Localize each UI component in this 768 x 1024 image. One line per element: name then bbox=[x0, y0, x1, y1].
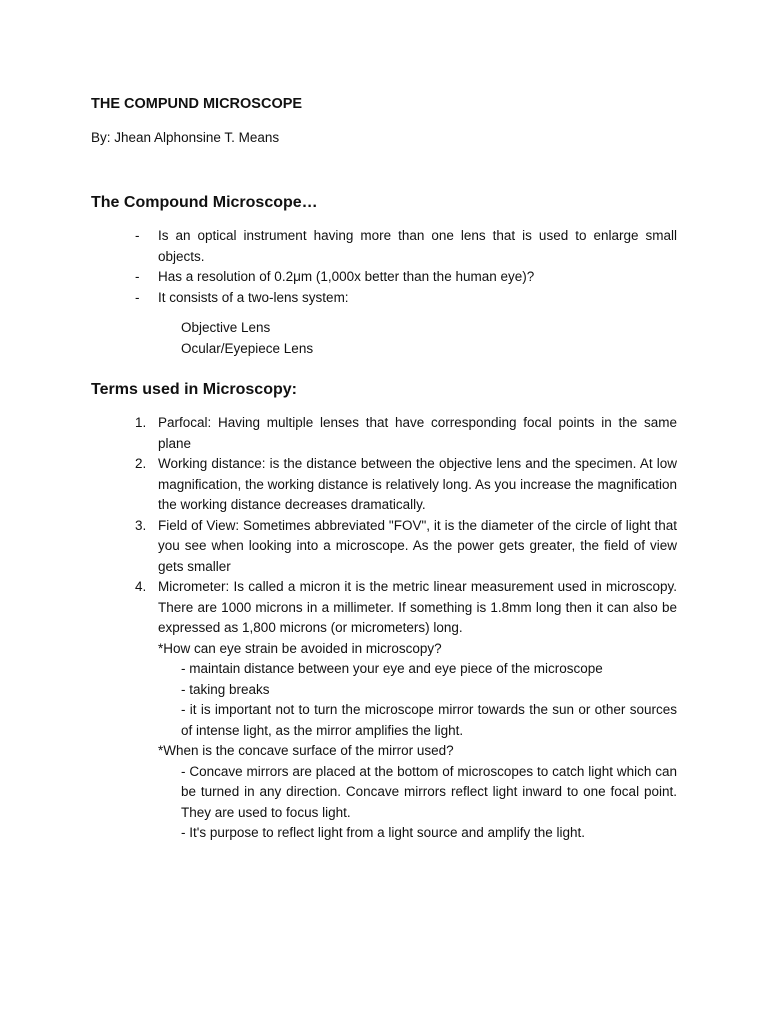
list-item: - it is important not to turn the microscope mirror towards the sun or other sources of intense light, as the mirror amplifies the light. bbox=[181, 702, 677, 738]
section-heading-compound-microscope: The Compound Microscope… bbox=[91, 194, 318, 211]
section-heading-terms: Terms used in Microscopy: bbox=[91, 381, 297, 398]
lens-list bbox=[181, 318, 313, 359]
terms-list bbox=[135, 413, 677, 844]
list-item: - Has a resolution of 0.2μm (1,000x better than the human eye)? bbox=[135, 269, 535, 284]
question: *How can eye strain be avoided in microscopy? bbox=[158, 640, 442, 656]
definition-list bbox=[135, 226, 677, 308]
list-item: Objective Lens bbox=[181, 320, 271, 335]
question: *When is the concave surface of the mirror used? bbox=[158, 743, 454, 758]
list-item: - maintain distance between your eye and eye piece of the microscope bbox=[181, 661, 603, 676]
list-item: Ocular/Eyepiece Lens bbox=[181, 340, 314, 356]
list-item: - It consists of a two-lens system: bbox=[135, 289, 349, 305]
answer-list bbox=[158, 762, 677, 844]
list-item: 2. Working distance: is the distance between the objective lens and the specimen. At low magnification, the working distance is relatively long. As you increase the magnification the working distance decreases dramatically. bbox=[135, 456, 677, 512]
list-item: 1. Parfocal: Having multiple lenses that have corresponding focal points in the same plane bbox=[135, 415, 677, 451]
author-line: By: Jhean Alphonsine T. Means bbox=[91, 130, 280, 145]
document-title: THE COMPUND MICROSCOPE bbox=[91, 96, 303, 112]
list-item: - It's purpose to reflect light from a light source and amplify the light. bbox=[181, 825, 586, 840]
list-item: 4. Micrometer: Is called a micron it is the metric linear measurement used in microscopy. There are 1000 microns in a millimeter. If something is 1.8mm long then it can also be expressed as 1,800 microns (or micrometers) long. *How can eye strain be avoided in microscopy? - maintain distance between your eye and eye piece of the microscope - taking breaks - it is important not to turn the microscope mirror towards the sun or other sources of intense light, as the mirror amplifies the light. *When is the concave surface of the mirror used? - Concave mirrors are placed at the bottom of microscopes to catch light which can be turned in any direction. Concave mirrors reflect light inward to one focal point. They are used to focus light. - It's purpose to reflect light from a light source and amplify the light. bbox=[135, 577, 677, 844]
list-item: - taking breaks bbox=[181, 681, 270, 697]
list-item: - Concave mirrors are placed at the bottom of microscopes to catch light which can be turned in any direction. Concave mirrors reflect light inward to one focal point. They are used to focus light. bbox=[181, 763, 677, 820]
list-item: 3. Field of View: Sometimes abbreviated "FOV", it is the diameter of the circle of light that you see when looking into a microscope. As the power gets greater, the field of view gets smaller bbox=[135, 517, 677, 574]
answer-list bbox=[158, 659, 677, 741]
list-item: - Is an optical instrument having more than one lens that is used to enlarge small objects. bbox=[135, 228, 677, 264]
faq-block bbox=[158, 639, 677, 844]
